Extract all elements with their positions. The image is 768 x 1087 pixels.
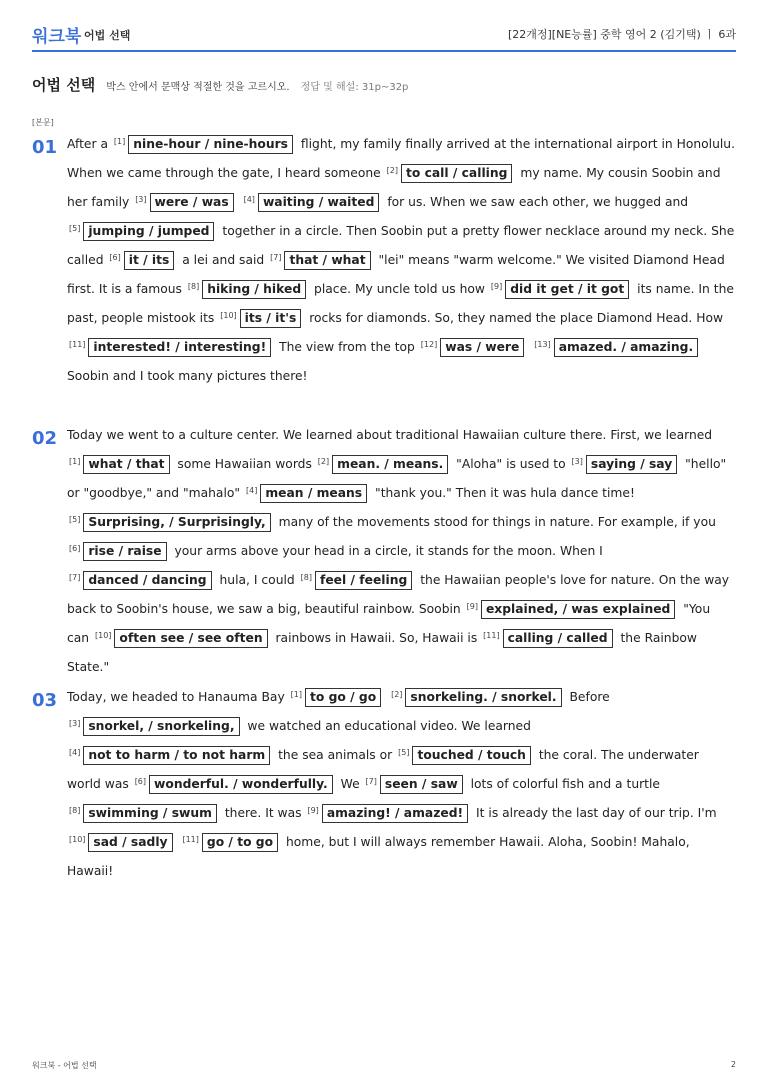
choice-box: interested! / interesting! [88,338,271,357]
blank-number: [3] [69,719,81,728]
blank-number: [1] [69,457,81,466]
blank-number: [5] [398,748,410,757]
blank-number: [1] [113,137,126,146]
choice-box: Surprising, / Surprisingly, [83,513,270,532]
passage-02 [67,421,735,682]
blank-number: [8] [69,806,81,815]
blank-number: [9] [490,282,503,291]
choice-box: what / that [83,455,169,474]
grammar-choice-blank [67,835,177,849]
choice-box: mean / means [260,484,367,503]
passage-text: We [336,777,364,791]
passage-text: my name. My cousin Soobin and her family [67,166,721,209]
passage-text: the sea animals or [274,748,397,762]
grammar-choice-blank [385,166,517,180]
blank-number: [10] [220,311,237,320]
blank-number: [7] [365,777,377,786]
passage-text: It is already the last day of our trip. I'm [472,806,717,820]
grammar-choice-blank [67,224,218,238]
blank-number: [10] [69,835,86,844]
passage-text: place. My uncle told us how [310,282,489,296]
choice-box: amazing! / amazed! [322,804,468,823]
passage-text: rocks for diamonds. So, they named the place Diamond Head. How [305,311,724,325]
grammar-choice-blank [244,486,371,500]
grammar-choice-blank [268,253,375,267]
blank-number: [1] [290,690,302,699]
passage-text: lots of colorful fish and a turtle [466,777,660,791]
blank-number: [4] [69,748,81,757]
footer-label: 워크북 - 어법 선택 [32,1061,97,1070]
page-title: 어법 선택 [32,76,96,94]
grammar-choice-blank [133,777,337,791]
choice-box: saying / say [586,455,677,474]
question-number-01: 01 [32,137,58,158]
choice-box: were / was [150,193,234,212]
blank-number: [3] [135,195,147,204]
passage-text: your arms above your head in a circle, it stands for the moon. When I [170,544,603,558]
blank-number: [7] [270,253,282,262]
question-number-03: 03 [32,690,58,711]
grammar-choice-blank [67,573,216,587]
choice-box: to go / go [305,688,381,707]
blank-number: [2] [386,166,398,175]
grammar-choice-blank [396,748,535,762]
passage-text: its name. In the past, people mistook its [67,282,734,325]
choice-box: not to harm / to not harm [83,746,270,765]
brand-title: 워크북 [32,27,82,47]
choice-box: wonderful. / wonderfully. [149,775,333,794]
grammar-choice-blank [489,282,633,296]
choice-box: amazed. / amazing. [554,338,698,357]
choice-box: to call / calling [401,164,512,183]
blank-number: [4] [245,486,258,495]
grammar-choice-blank [107,253,178,267]
passage-text: we watched an educational video. We learned [243,719,531,733]
passage-text: the coral. The underwater world was [67,748,699,791]
blank-number: [2] [391,690,403,699]
page-number: 2 [730,1060,736,1069]
passage-text: the Rainbow State." [67,631,697,674]
page-header [32,18,736,52]
blank-number: [6] [69,544,81,553]
blank-number: [8] [187,282,200,291]
blank-number: [5] [69,515,81,524]
choice-box: nine-hour / nine-hours [128,135,293,154]
passage-text: "Aloha" is used to [452,457,570,471]
choice-box: go / to go [202,833,278,852]
choice-box: waiting / waited [258,193,379,212]
blank-number: [6] [134,777,147,786]
choice-box: was / were [440,338,524,357]
blank-number: [4] [243,195,255,204]
passage-text: home, but I will always remember Hawaii. Aloha, Soobin! Mahalo, Hawaii! [67,835,690,878]
passage-03 [67,683,735,886]
passage-text: flight, my family finally arrived at the international airport in Honolulu. When we came through the gate, I heard someone [67,137,736,180]
grammar-choice-blank [305,806,472,820]
passage-text: hula, I could [215,573,299,587]
blank-number: [8] [300,573,312,582]
grammar-choice-blank [67,515,275,529]
blank-number: [12] [420,340,438,349]
passage-text: Today, we headed to Hanauma Bay [67,690,289,704]
grammar-choice-blank [133,195,237,209]
choice-box: hiking / hiked [202,280,306,299]
choice-box: touched / touch [412,746,530,765]
grammar-choice-blank [419,340,529,354]
choice-box: snorkel, / snorkeling, [83,717,239,736]
passage-text: Today we went to a culture center. We learned about traditional Hawaiian culture there. First, we learned [67,428,713,442]
passage-text: some Hawaiian words [173,457,316,471]
choice-box: often see / see often [114,629,267,648]
passage-text: "thank you." Then it was hula dance time! [371,486,635,500]
passage-01 [67,130,735,391]
blank-number: [3] [571,457,583,466]
grammar-choice-blank [112,137,297,151]
title-row [32,74,408,95]
grammar-choice-blank [67,457,174,471]
grammar-choice-blank [67,340,275,354]
grammar-choice-blank [218,311,305,325]
grammar-choice-blank [242,195,384,209]
choice-box: rise / raise [83,542,166,561]
passage-text: together in a circle. Then Soobin put a pretty flower necklace around my neck. She called [67,224,735,267]
answer-reference: 정답 및 해설: 31p~32p [300,82,409,93]
blank-number: [10] [95,631,112,640]
passage-text: for us. When we saw each other, we hugged and [383,195,689,209]
passage-text: The view from the top [275,340,419,354]
question-number-02: 02 [32,428,58,449]
choice-box: calling / called [503,629,613,648]
blank-number: [11] [69,340,86,349]
grammar-choice-blank [180,835,282,849]
passage-text [238,195,242,209]
passage-text: rainbows in Hawaii. So, Hawaii is [271,631,482,645]
choice-box: did it get / it got [505,280,629,299]
blank-number: [13] [534,340,551,349]
passage-text: the Hawaiian people's love for nature. On the way back to Soobin's house, we saw a big, beautiful rainbow. Soobin [67,573,730,616]
grammar-choice-blank [186,282,310,296]
grammar-choice-blank [532,340,702,354]
grammar-choice-blank [316,457,452,471]
choice-box: its / it's [240,309,302,328]
grammar-choice-blank [67,719,244,733]
blank-number: [9] [466,602,478,611]
grammar-choice-blank [465,602,680,616]
choice-box: jumping / jumped [83,222,214,241]
grammar-choice-blank [93,631,272,645]
grammar-choice-blank [299,573,417,587]
section-name: 어법 선택 [84,29,131,42]
blank-number: [2] [317,457,330,466]
choice-box: danced / dancing [83,571,211,590]
passage-text: a lei and said [178,253,269,267]
instruction-text: 박스 안에서 문맥상 적절한 것을 고르시오. [106,82,290,93]
grammar-choice-blank [481,631,616,645]
blank-number: [9] [307,806,319,815]
grammar-choice-blank [389,690,566,704]
choice-box: explained, / was explained [481,600,675,619]
choice-box: it / its [124,251,175,270]
passage-text: Before [565,690,610,704]
passage-text: many of the movements stood for things in nature. For example, if you [274,515,716,529]
blank-number: [5] [69,224,81,233]
grammar-choice-blank [289,690,386,704]
grammar-choice-blank [67,806,221,820]
grammar-choice-blank [364,777,467,791]
passage-text: there. It was [220,806,306,820]
passage-text: Soobin and I took many pictures there! [67,369,308,383]
blank-number: [11] [483,631,500,640]
choice-box: mean. / means. [332,455,448,474]
grammar-choice-blank [67,748,274,762]
passage-text: "hello" or "goodbye," and "mahalo" [67,457,727,500]
source-label: [본문] [32,118,54,127]
blank-number: [6] [109,253,121,262]
choice-box: feel / feeling [315,571,412,590]
passage-text: "You can [67,602,711,645]
choice-box: snorkeling. / snorkel. [405,688,561,707]
course-info: [22개정][NE능률] 중학 영어 2 (김기택) ㅣ 6과 [507,28,736,41]
choice-box: that / what [284,251,370,270]
choice-box: swimming / swum [83,804,217,823]
choice-box: sad / sadly [88,833,172,852]
blank-number: [11] [182,835,199,844]
grammar-choice-blank [570,457,682,471]
grammar-choice-blank [67,544,171,558]
blank-number: [7] [69,573,81,582]
choice-box: seen / saw [380,775,463,794]
passage-text: "lei" means "warm welcome." We visited Diamond Head first. It is a famous [67,253,725,296]
passage-text: After a [67,137,112,151]
